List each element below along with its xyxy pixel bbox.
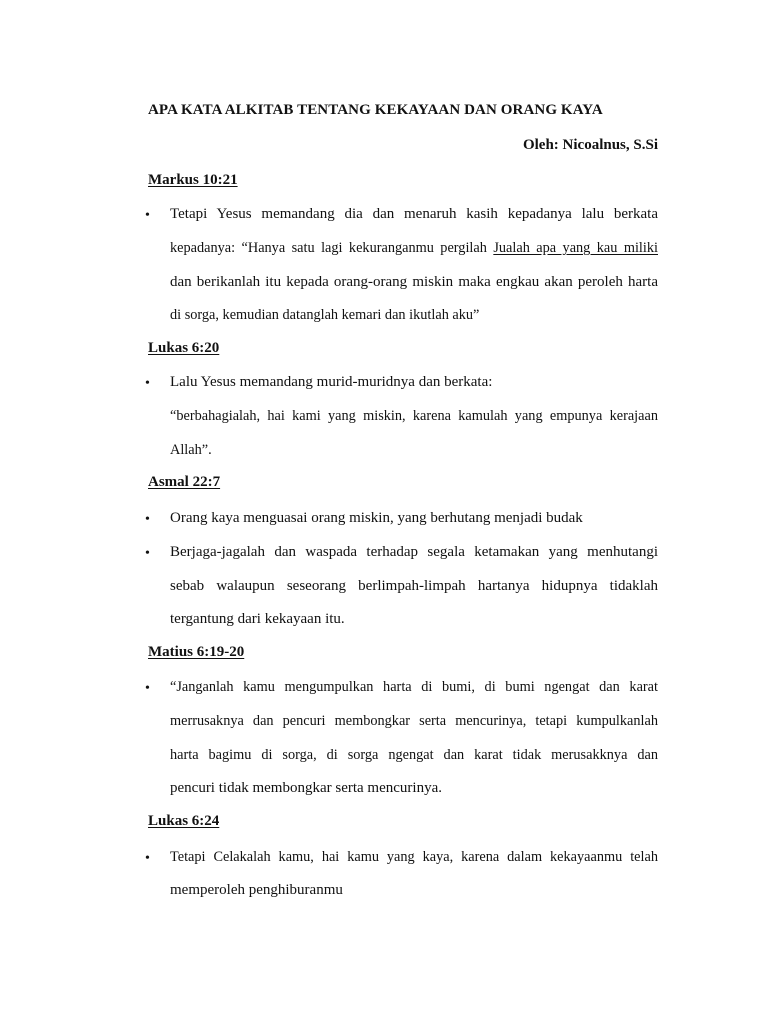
section-heading-lukas-6-20: Lukas 6:20 [148, 340, 220, 356]
bullet-marker: • [145, 681, 150, 696]
verse-line: tergantung dari kekayaan itu. [170, 611, 345, 627]
verse-line: memperoleh penghiburanmu [170, 882, 343, 898]
section-heading-markus-10-21: Markus 10:21 [148, 172, 238, 188]
verse-text: kepadanya: “Hanya satu lagi kekuranganmu pergilah [170, 240, 494, 256]
underlined-verse-text: Jualah apa yang kau miliki [493, 240, 658, 256]
bullet-marker: • [145, 512, 150, 527]
verse-line: Orang kaya menguasai orang miskin, yang berhutang menjadi budak [170, 510, 583, 526]
bullet-marker: • [145, 546, 150, 561]
verse-line: merrusaknya dan pencuri membongkar serta mencurinya, tetapi kumpulkanlah [170, 713, 658, 729]
section-heading-matius-6-19-20: Matius 6:19-20 [148, 644, 245, 660]
verse-line: “berbahagialah, hai kami yang miskin, karena kamulah yang empunya kerajaan [170, 408, 658, 424]
document-title: APA KATA ALKITAB TENTANG KEKAYAAN DAN ORANG KAYA [148, 102, 603, 118]
verse-line: “Janganlah kamu mengumpulkan harta di bumi, di bumi ngengat dan karat [170, 679, 658, 695]
verse-line: harta bagimu di sorga, di sorga ngengat dan karat tidak merusakknya dan [170, 747, 658, 763]
verse-line: Tetapi Celakalah kamu, hai kamu yang kaya, karena dalam kekayaanmu telah [170, 849, 658, 865]
bullet-marker: • [145, 208, 150, 223]
verse-line: dan berikanlah itu kepada orang-orang miskin maka engkau akan peroleh harta [170, 274, 658, 290]
verse-line [170, 238, 658, 258]
verse-line: Tetapi Yesus memandang dia dan menaruh kasih kepadanya lalu berkata [170, 206, 658, 222]
verse-line: sebab walaupun seseorang berlimpah-limpah hartanya hidupnya tidaklah [170, 578, 658, 594]
section-heading-lukas-6-24: Lukas 6:24 [148, 813, 220, 829]
document-author: Oleh: Nicoalnus, S.Si [522, 137, 658, 153]
verse-line: Lalu Yesus memandang murid-muridnya dan berkata: [170, 374, 493, 390]
verse-line: Berjaga-jagalah dan waspada terhadap segala ketamakan yang menhutangi [170, 544, 658, 560]
verse-line: Allah”. [170, 442, 212, 458]
verse-line: di sorga, kemudian datanglah kemari dan ikutlah aku” [170, 307, 480, 323]
verse-line: pencuri tidak membongkar serta mencurinya. [170, 780, 442, 796]
section-heading-asmal-22-7: Asmal 22:7 [148, 474, 221, 490]
bullet-marker: • [145, 851, 150, 866]
bullet-marker: • [145, 376, 150, 391]
